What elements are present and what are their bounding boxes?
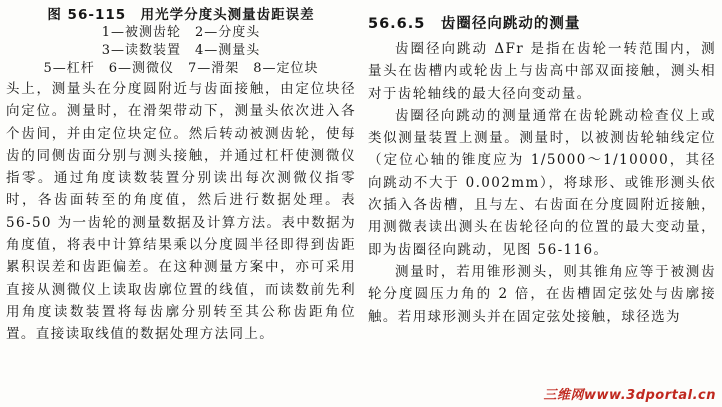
- left-column: [6, 0, 356, 346]
- body-paragraph: 齿圈径向跳动 ΔFr 是指在齿轮一转范围内，测量头在齿槽内或轮齿上与齿高中部双面接触，测头相对于齿轮轴线的最大径向变动量。: [368, 41, 716, 102]
- body-paragraph: 头上，测量头在分度圆附近与齿面接触，由定位块径向定位。测量时，在滑架带动下，测量头依次进入各个齿间，并由定位块定位。然后转动被测齿轮，使每齿的同侧齿面分别与测头接触，并通过杠杆使测微仪指零。通过角度读数装置分别读出每次测微仪指零时，各齿面转至的角度值，然后进行数据处理。表 56-50 为一齿轮的测量数据及计算方法。表中数据为角度值，将表中计算结果乘以分度圆半径即得到齿距累积误差和齿距偏差。在这种测量方案中，亦可采用直接从测微仪上读取齿廓位置的线值，而读数前先利用角度读数装置将每齿廓分别转至其公称齿距角位置。直接读取线值的数据处理方法同上。: [6, 81, 356, 343]
- body-paragraph: 齿圈径向跳动的测量通常在齿轮跳动检查仪上或类似测量装置上测量。测量时，以被测齿轮轴线定位（定位心轴的锥度应为 1/5000～1/10000，其径向跳动不大于 0.002mm），将球形、或锥形测头依次插入各齿槽，且与左、右齿面在分度圆附近接触，用测微表读出测头在齿轮径向的位置的最大变动量，即为齿圈径向跳动，见图 56-116。: [368, 107, 716, 258]
- figure-caption-item: 3—读数装置 4—测量头: [101, 43, 261, 58]
- section-title: 56.6.5 齿圈径向跳动的测量: [368, 16, 581, 32]
- figure-caption-item: 5—杠杆 6—测微仪 7—滑架 8—定位块: [43, 61, 319, 76]
- watermark: 三维网www.3dportal.cn: [543, 388, 716, 403]
- figure-caption-item: 1—被测齿轮 2—分度头: [101, 25, 261, 40]
- figure-caption-title: 图 56-115 用光学分度头测量齿距误差: [47, 7, 315, 23]
- right-column: [368, 0, 716, 328]
- body-paragraph: 测量时，若用锥形测头，则其锥角应等于被测齿轮分度圆压力角的 2 倍，在齿槽固定弦处与齿廓接触。若用球形测头并在固定弦处接触，球径选为: [368, 263, 716, 325]
